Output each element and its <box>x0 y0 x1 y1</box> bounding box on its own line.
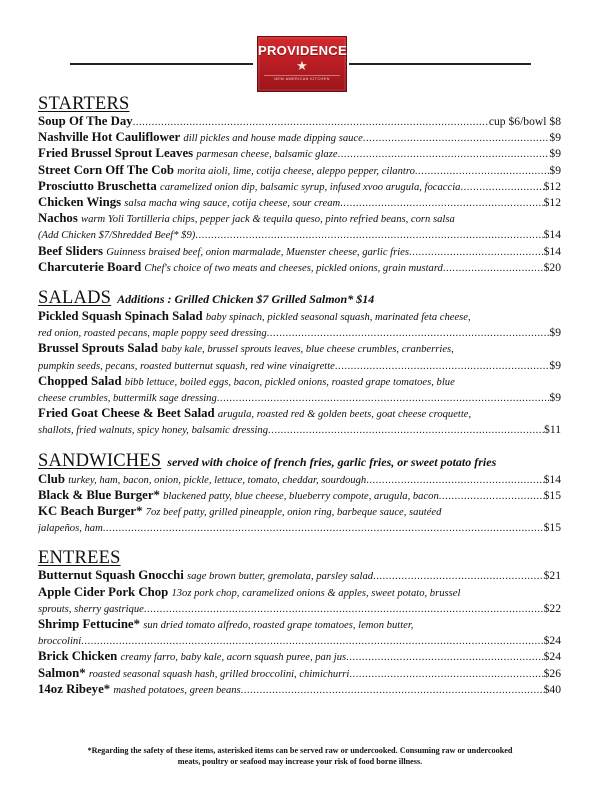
menu-item-price: $11 <box>544 423 561 437</box>
menu-item-description: dill pickles and house made dipping sauce <box>183 133 363 145</box>
dot-leader <box>373 569 544 584</box>
section-note: Additions : Grilled Chicken $7 Grilled Salmon* $14 <box>117 292 375 307</box>
menu-item-description-cont: pumpkin seeds, pecans, roasted butternut squash, red wine vinaigrette <box>38 360 335 372</box>
menu-item-price: $24 <box>543 634 561 648</box>
menu-item <box>38 130 561 146</box>
menu-item <box>38 585 561 617</box>
section-title: SALADS <box>38 288 112 309</box>
dot-leader <box>349 667 543 682</box>
section-title: ENTREES <box>38 548 121 569</box>
menu-item-name: Brussel Sprouts Salad <box>38 341 158 356</box>
menu-item-name: Club <box>38 471 66 486</box>
section-starters <box>38 95 561 276</box>
menu-item-lead <box>38 130 363 146</box>
dot-leader <box>460 180 543 195</box>
menu-item-line <box>38 195 561 211</box>
menu-item-description: mashed potatoes, green beans <box>113 684 241 696</box>
menu-item-line <box>38 585 561 601</box>
menu-content <box>38 95 561 698</box>
menu-header <box>0 30 600 94</box>
menu-item-price: $21 <box>543 569 561 583</box>
menu-item-name: Butternut Squash Gnocchi <box>38 568 184 583</box>
section-header <box>38 452 561 472</box>
section-title: STARTERS <box>38 94 130 114</box>
menu-item <box>38 309 561 341</box>
menu-item-name: Apple Cider Pork Chop <box>38 584 169 599</box>
section-sandwiches <box>38 452 561 537</box>
dot-leader <box>443 261 544 276</box>
menu-item-name: Prosciutto Bruschetta <box>38 178 157 193</box>
menu-item <box>38 163 561 179</box>
section-note: served with choice of french fries, garlic fries, or sweet potato fries <box>167 454 497 469</box>
menu-item-description: 7oz beef patty, grilled pineapple, onion ring, barbeque sauce, sautéed <box>145 507 442 519</box>
menu-item-price: $9 <box>549 326 561 340</box>
menu-item-price: $20 <box>543 260 561 274</box>
menu-item <box>38 568 561 584</box>
menu-item-description: Guinness braised beef, onion marmalade, Muenster cheese, garlic fries <box>106 246 410 258</box>
dot-leader <box>195 228 543 243</box>
disclaimer-line-1: *Regarding the safety of these items, asterisked items can be served raw or undercooked. Consuming raw or undercooked <box>87 746 513 755</box>
menu-item-price: $14 <box>543 472 561 486</box>
menu-item-lead <box>38 244 409 260</box>
dot-leader <box>267 326 550 341</box>
menu-item-description: salsa macha wing sauce, cotija cheese, sour cream <box>124 198 341 210</box>
header-rule-right <box>349 63 531 65</box>
dot-leader <box>409 245 544 260</box>
menu-item-description: Chef's choice of two meats and cheeses, pickled onions, grain mustard <box>144 262 443 274</box>
menu-item-description: roasted seasonal squash hash, grilled broccolini, chimichurri <box>88 668 350 680</box>
menu-item-line <box>38 649 561 665</box>
menu-item-description: 13oz pork chop, caramelized onions & apples, sweet potato, brussel <box>171 587 461 599</box>
logo-wordmark: PROVIDENCE <box>258 43 347 58</box>
menu-item-name: Pickled Squash Spinach Salad <box>38 309 203 324</box>
dot-leader <box>144 602 544 617</box>
section-salads <box>38 289 561 439</box>
menu-item-lead <box>38 195 340 211</box>
menu-item-description-cont: sprouts, sherry gastrique <box>38 603 144 615</box>
dot-leader <box>241 683 544 698</box>
menu-item <box>38 179 561 195</box>
dot-leader <box>415 164 550 179</box>
menu-item-name: Black & Blue Burger* <box>38 487 160 502</box>
menu-item-line <box>38 422 561 438</box>
dot-leader <box>366 473 543 488</box>
menu-item-lead <box>38 260 443 276</box>
dot-leader <box>338 147 550 162</box>
menu-item-line <box>38 309 561 325</box>
section-header <box>38 95 561 114</box>
menu-item-name: Chicken Wings <box>38 195 122 210</box>
menu-item-name: 14oz Ribeye* <box>38 681 111 696</box>
menu-item-description: caramelized onion dip, balsamic syrup, infused xvoo arugula, focaccia <box>160 181 461 193</box>
menu-item-name: Nashville Hot Cauliflower <box>38 130 181 145</box>
menu-item <box>38 260 561 276</box>
menu-item-description-cont: jalapeños, ham <box>38 523 103 535</box>
menu-item-line <box>38 146 561 162</box>
menu-item-description: arugula, roasted red & golden beets, goat cheese croquette, <box>217 409 472 421</box>
menu-item <box>38 682 561 698</box>
menu-item-line <box>38 227 561 243</box>
dot-leader <box>363 131 550 146</box>
menu-item-description: sun dried tomato alfredo, roasted grape tomatoes, lemon butter, <box>143 620 414 632</box>
menu-item-price: $9 <box>549 163 561 177</box>
menu-item-name: Brick Chicken <box>38 649 118 664</box>
menu-item-line <box>38 114 561 130</box>
allergy-disclaimer <box>60 745 540 767</box>
disclaimer-line-2: meats, poultry or seafood may increase your risk of food borne illness. <box>177 757 423 766</box>
menu-item <box>38 488 561 504</box>
menu-item-line <box>38 568 561 584</box>
menu-item-lead <box>38 472 366 488</box>
menu-item-line <box>38 163 561 179</box>
menu-item-price: $9 <box>549 147 561 161</box>
menu-item-description: warm Yoli Tortilleria chips, pepper jack & tequila queso, pinto refried beans, corn salsa <box>81 214 455 226</box>
menu-item-description: sage brown butter, gremolata, parsley salad <box>186 571 374 583</box>
header-rule-left <box>70 63 253 65</box>
menu-item-line <box>38 390 561 406</box>
menu-item-description: baby spinach, pickled seasonal squash, marinated feta cheese, <box>205 312 471 324</box>
menu-item <box>38 114 561 130</box>
menu-item-name: Charcuterie Board <box>38 259 142 274</box>
menu-item-description-cont: broccolini <box>38 636 82 648</box>
menu-item-lead <box>38 146 338 162</box>
menu-item-line <box>38 520 561 536</box>
menu-item <box>38 244 561 260</box>
providence-logo <box>257 36 347 92</box>
menu-item-description: blackened patty, blue cheese, blueberry compote, arugula, bacon <box>163 490 439 502</box>
menu-item <box>38 341 561 373</box>
section-entrees <box>38 549 561 698</box>
menu-item-description: baby kale, brussel sprouts leaves, blue cheese crumbles, cranberries, <box>161 344 454 356</box>
menu-item-line <box>38 682 561 698</box>
section-header <box>38 549 561 568</box>
menu-item <box>38 406 561 438</box>
menu-item-price: cup $6/bowl $8 <box>488 115 561 128</box>
dot-leader <box>103 521 544 536</box>
dot-leader <box>340 196 543 211</box>
menu-item-line <box>38 211 561 227</box>
dot-leader <box>133 115 489 130</box>
menu-item <box>38 617 561 649</box>
menu-item-price: $22 <box>543 601 561 615</box>
menu-item-name: Fried Goat Cheese & Beet Salad <box>38 406 215 421</box>
dot-leader <box>217 391 550 406</box>
menu-item-description-cont: red onion, roasted pecans, maple poppy seed dressing <box>38 328 267 340</box>
menu-item-price: $9 <box>549 391 561 405</box>
menu-item-price: $12 <box>543 196 561 210</box>
menu-item <box>38 374 561 406</box>
menu-item <box>38 504 561 536</box>
menu-item-lead <box>38 488 439 504</box>
logo-tagline: NEW AMERICAN KITCHEN <box>264 75 340 81</box>
menu-item-price: $15 <box>543 521 561 535</box>
menu-item-lead <box>38 649 346 665</box>
section-title: SANDWICHES <box>38 450 162 471</box>
menu-item-price: $40 <box>543 682 561 696</box>
menu-item-description-cont: (Add Chicken $7/Shredded Beef* $9) <box>38 230 196 242</box>
menu-item <box>38 211 561 243</box>
menu-item-description: parmesan cheese, balsamic glaze <box>196 149 338 161</box>
menu-item-name: Nachos <box>38 211 78 226</box>
menu-item-line <box>38 406 561 422</box>
menu-item-line <box>38 341 561 357</box>
menu-item-line <box>38 488 561 504</box>
menu-item-name: Fried Brussel Sprout Leaves <box>38 146 194 161</box>
dot-leader <box>346 650 543 665</box>
menu-item-line <box>38 617 561 633</box>
menu-item-lead <box>38 666 349 682</box>
menu-item-line <box>38 374 561 390</box>
menu-item-line <box>38 472 561 488</box>
menu-item-line <box>38 179 561 195</box>
menu-item <box>38 472 561 488</box>
menu-item-price: $9 <box>549 358 561 372</box>
dot-leader <box>81 634 543 649</box>
menu-item-name: Salmon* <box>38 665 86 680</box>
menu-item-line <box>38 260 561 276</box>
menu-item-price: $12 <box>543 179 561 193</box>
menu-item-name: Street Corn Off The Cob <box>38 162 175 177</box>
dot-leader <box>439 489 544 504</box>
menu-item-price: $9 <box>549 131 561 145</box>
menu-item-line <box>38 130 561 146</box>
menu-item-line <box>38 244 561 260</box>
menu-item-line <box>38 504 561 520</box>
menu-item <box>38 195 561 211</box>
menu-item-description: creamy farro, baby kale, acorn squash puree, pan jus <box>120 652 347 664</box>
menu-item-price: $26 <box>543 666 561 680</box>
menu-item-lead <box>38 114 133 129</box>
menu-item-lead <box>38 682 241 698</box>
menu-item-name: Shrimp Fettucine* <box>38 617 141 632</box>
menu-item-description-cont: cheese crumbles, buttermilk sage dressing <box>38 393 217 405</box>
star-icon: ★ <box>296 58 308 73</box>
menu-item-price: $24 <box>543 650 561 664</box>
menu-item-name: Chopped Salad <box>38 373 122 388</box>
menu-item-lead <box>38 163 415 179</box>
menu-item <box>38 666 561 682</box>
menu-item-price: $14 <box>543 228 561 242</box>
dot-leader <box>268 423 544 438</box>
menu-item-description: bibb lettuce, boiled eggs, bacon, pickled onions, roasted grape tomatoes, blue <box>124 376 455 388</box>
section-header <box>38 289 561 309</box>
menu-item-name: KC Beach Burger* <box>38 504 143 519</box>
menu-item-name: Beef Sliders <box>38 243 104 258</box>
menu-item-line <box>38 358 561 374</box>
menu-item-line <box>38 633 561 649</box>
menu-item <box>38 649 561 665</box>
menu-item-line <box>38 666 561 682</box>
dot-leader <box>335 359 550 374</box>
menu-item-line <box>38 601 561 617</box>
menu-item-price: $14 <box>543 244 561 258</box>
menu-item-line <box>38 325 561 341</box>
menu-item-lead <box>38 568 373 584</box>
menu-item <box>38 146 561 162</box>
menu-item-description: turkey, ham, bacon, onion, pickle, lettuce, tomato, cheddar, sourdough <box>68 474 367 486</box>
menu-item-name: Soup Of The Day <box>38 114 133 128</box>
menu-item-price: $15 <box>543 488 561 502</box>
menu-item-lead <box>38 179 460 195</box>
menu-item-description: morita aioli, lime, cotija cheese, aleppo pepper, cilantro <box>177 165 415 177</box>
menu-item-description-cont: shallots, fried walnuts, spicy honey, balsamic dressing <box>38 425 269 437</box>
